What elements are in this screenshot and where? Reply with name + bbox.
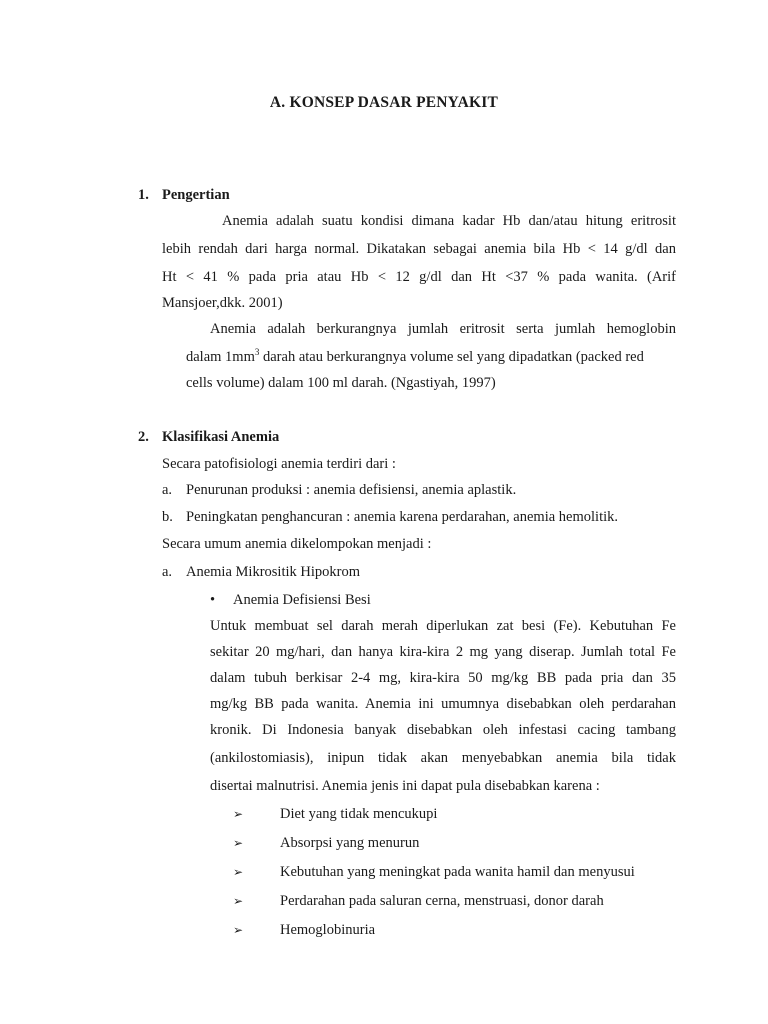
para1-line: Anemia adalah suatu kondisi dimana kadar Hb dan/atau hitung eritrosit bbox=[222, 213, 676, 229]
desc-line: (ankilostomiasis), inipun tidak akan menyebabkan anemia bila tidak bbox=[210, 750, 676, 766]
cause-item: Absorpsi yang menurun bbox=[280, 835, 420, 851]
bullet-icon: • bbox=[210, 592, 216, 608]
list-marker: b. bbox=[162, 509, 173, 525]
para2-text: dalam 1mm bbox=[186, 349, 255, 365]
cause-item: Hemoglobinuria bbox=[280, 922, 376, 938]
intro-text: Secara umum anemia dikelompokan menjadi : bbox=[162, 536, 432, 552]
list-item: Peningkatan penghancuran : anemia karena perdarahan, anemia hemolitik. bbox=[186, 509, 618, 525]
cause-item: Kebutuhan yang meningkat pada wanita hamil dan menyusui bbox=[280, 864, 635, 880]
para2-text: darah atau berkurangnya volume sel yang dipadatkan (packed red bbox=[259, 349, 644, 365]
para2-line: cells volume) dalam 100 ml darah. (Ngastiyah, 1997) bbox=[186, 375, 496, 391]
para2-line: Anemia adalah berkurangnya jumlah eritrosit serta jumlah hemoglobin bbox=[210, 321, 676, 337]
arrow-bullet-icon: ➢ bbox=[233, 894, 244, 908]
arrow-bullet-icon: ➢ bbox=[233, 865, 244, 879]
arrow-bullet-icon: ➢ bbox=[233, 836, 244, 850]
intro-text: Secara patofisiologi anemia terdiri dari : bbox=[162, 456, 396, 472]
para1-line: Ht < 41 % pada pria atau Hb < 12 g/dl dan Ht <37 % pada wanita. (Arif bbox=[162, 269, 676, 285]
desc-line: Untuk membuat sel darah merah diperlukan zat besi (Fe). Kebutuhan Fe bbox=[210, 618, 676, 634]
para2-line bbox=[186, 348, 676, 366]
desc-line: dalam tubuh berkisar 2-4 mg, kira-kira 50 mg/kg BB pada pria dan 35 bbox=[210, 670, 676, 686]
list-marker: a. bbox=[162, 564, 173, 580]
cause-item: Diet yang tidak mencukupi bbox=[280, 806, 438, 822]
desc-line: mg/kg BB pada wanita. Anemia ini umumnya disebabkan oleh perdarahan bbox=[210, 696, 676, 712]
para1-line: lebih rendah dari harga normal. Dikatakan sebagai anemia bila Hb < 14 g/dl dan bbox=[162, 241, 676, 257]
list-item: Anemia Mikrositik Hipokrom bbox=[186, 564, 360, 580]
superscript: 3 bbox=[254, 347, 260, 358]
desc-line: sekitar 20 mg/hari, dan hanya kira-kira 2 mg yang diserap. Jumlah total Fe bbox=[210, 644, 676, 660]
bullet-item: Anemia Defisiensi Besi bbox=[233, 592, 371, 608]
arrow-bullet-icon: ➢ bbox=[233, 807, 244, 821]
section-1-number: 1. bbox=[138, 187, 149, 203]
page-title: A. KONSEP DASAR PENYAKIT bbox=[269, 94, 499, 111]
desc-line: kronik. Di Indonesia banyak disebabkan oleh infestasi cacing tambang bbox=[210, 722, 676, 738]
section-2-number: 2. bbox=[138, 429, 149, 445]
para1-line: Mansjoer,dkk. 2001) bbox=[162, 295, 283, 311]
desc-line: disertai malnutrisi. Anemia jenis ini dapat pula disebabkan karena : bbox=[210, 778, 600, 794]
list-item: Penurunan produksi : anemia defisiensi, anemia aplastik. bbox=[186, 482, 517, 498]
section-1-heading: Pengertian bbox=[162, 187, 230, 203]
list-marker: a. bbox=[162, 482, 173, 498]
section-2-heading: Klasifikasi Anemia bbox=[162, 429, 280, 445]
cause-item: Perdarahan pada saluran cerna, menstruasi, donor darah bbox=[280, 893, 604, 909]
arrow-bullet-icon: ➢ bbox=[233, 923, 244, 937]
